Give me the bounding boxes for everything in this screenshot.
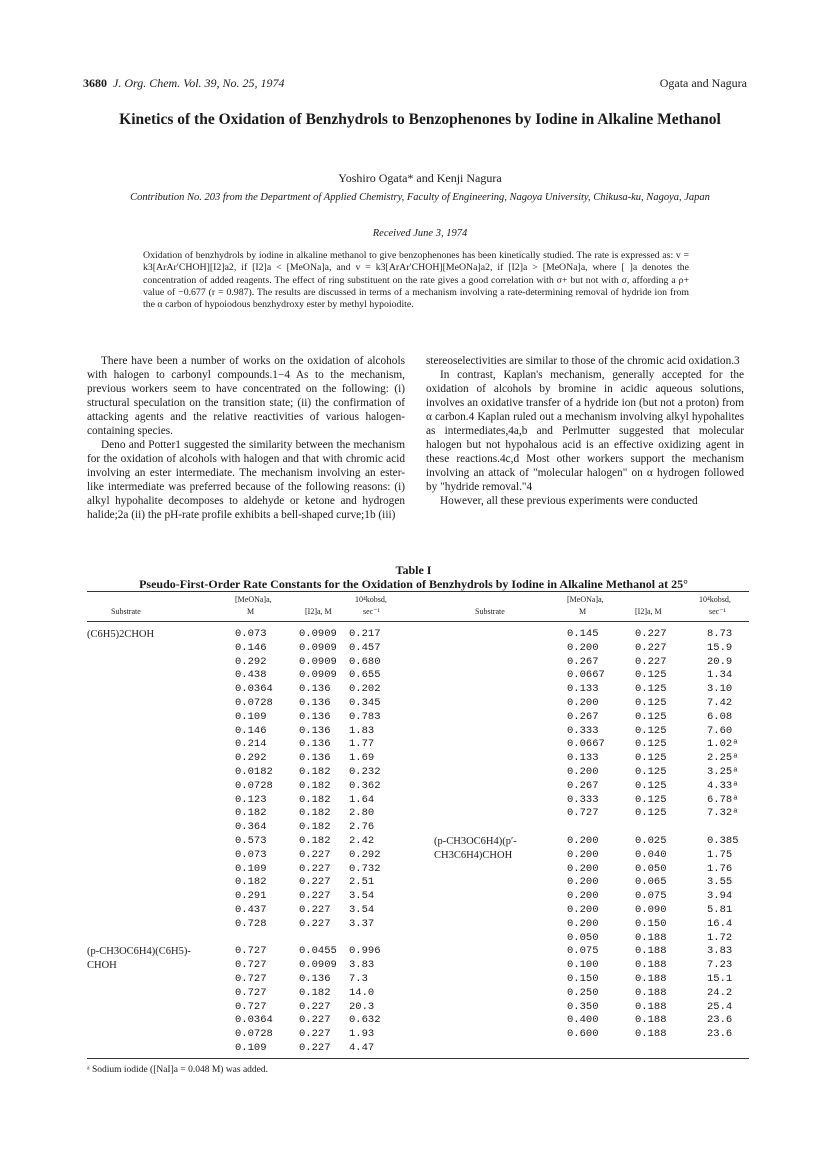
- table-cell: 0.0455: [299, 945, 337, 958]
- affiliation: Contribution No. 203 from the Department of Applied Chemistry, Faculty of Engineering, Nagoya University, Chikusa-ku, Nagoya, Japan: [130, 192, 710, 203]
- table-cell: 1.02ᵃ: [707, 738, 739, 751]
- table-cell: 1.72: [707, 931, 733, 944]
- table-cell: 0.727: [235, 959, 267, 972]
- table-cell: 0.0667: [567, 738, 605, 751]
- table-cell: 0.200: [567, 876, 599, 889]
- table-cell: 0.075: [635, 890, 667, 903]
- table-cell-substrate: (C6H5)2CHOH: [87, 629, 155, 640]
- table-cell: 0.292: [235, 655, 267, 668]
- table-row: [87, 1014, 749, 1028]
- table-cell: 20.3: [349, 1000, 375, 1013]
- table-cell: 0.0667: [567, 669, 605, 682]
- table-cell: 0.182: [299, 834, 331, 847]
- table-cell: 1.76: [707, 862, 733, 875]
- table-row: [87, 642, 749, 656]
- table-cell: 1.34: [707, 669, 733, 682]
- table-cell: 0.150: [567, 972, 599, 985]
- table-footnote: ᵃ Sodium iodide ([NaI]a = 0.048 M) was added.: [87, 1065, 269, 1075]
- header-left: [83, 76, 285, 91]
- table-label: Table I: [395, 563, 432, 577]
- table-cell-substrate: CHOH: [87, 960, 117, 972]
- table-cell: 0.182: [299, 779, 331, 792]
- table-cell: 0.0909: [299, 669, 337, 682]
- table-cell: 1.75: [707, 848, 733, 861]
- table-row: [87, 904, 749, 918]
- table-cell: 3.55: [707, 876, 733, 889]
- table-cell: 16.4: [707, 917, 733, 930]
- table-cell: 8.73: [707, 628, 733, 640]
- table-cell: 1.83: [349, 724, 375, 737]
- table-cell: 0.573: [235, 834, 267, 847]
- paper-title: Kinetics of the Oxidation of Benzhydrols to Benzophenones by Iodine in Alkaline Methanol: [119, 111, 721, 128]
- abstract-text: Oxidation of benzhydrols by iodine in alkaline methanol to give benzophenones has been kinetically studied. The rate is expressed as: v = k3[ArAr′CHOH][I2]a2, if [I2]a < [MeONa]a, and v = k3[ArAr′CHOH][MeONa]a2, if [I2]a > [MeONa]a, where [ ]a denotes the concentration of added reagents. The effect of ring substituent on the rate gives a good correlation with σ+ but not with σ, affording a ρ+ value of −0.677 (r = 0.987). The results are discussed in terms of a mechanism involving a rate-determining removal of hydride ion from the α carbon of hypoiodous benzhydroxy ester by methyl hypoiodite.: [143, 250, 689, 311]
- table-cell: 0.227: [299, 848, 331, 861]
- table-cell: 0.150: [635, 917, 667, 930]
- table-cell: 0.227: [299, 1028, 331, 1041]
- table-cell: 0.109: [235, 862, 267, 875]
- table-cell: 0.214: [235, 738, 267, 751]
- table-cell: 0.040: [635, 848, 667, 861]
- table-row: [87, 738, 749, 752]
- paragraph: stereoselectivities are similar to those of the chromic acid oxidation.3: [426, 355, 740, 367]
- table-cell: 0.267: [567, 710, 599, 723]
- table-cell: 0.146: [235, 641, 267, 654]
- table-cell: 6.78ᵃ: [707, 793, 739, 806]
- table-cell: 0.136: [299, 710, 331, 723]
- table-cell: 0.227: [299, 1041, 331, 1054]
- table-cell: 0.188: [635, 986, 667, 999]
- table-cell: 0.109: [235, 710, 267, 723]
- table-cell: 0.123: [235, 793, 267, 806]
- table-cell: 0.073: [235, 848, 267, 861]
- table-bottom-rule: [87, 1058, 749, 1059]
- table-cell: 0.188: [635, 1028, 667, 1041]
- table-row: [87, 683, 749, 697]
- table-cell: 2.51: [349, 876, 375, 889]
- table-cell: 0.182: [299, 807, 331, 820]
- table-cell: 0.0909: [299, 655, 337, 668]
- table-cell: 0.267: [567, 655, 599, 668]
- table-cell: 0.125: [635, 710, 667, 723]
- col-head-i2: [I2]a, M: [305, 607, 332, 616]
- table-cell: 0.0728: [235, 1028, 273, 1041]
- table-row: [87, 807, 749, 821]
- table-row: [87, 835, 749, 849]
- table-cell-substrate: (p-CH3OC6H4)(p′-: [434, 835, 517, 847]
- table-cell: 3.25ᵃ: [707, 765, 739, 778]
- table-row: [87, 849, 749, 863]
- table-cell: 1.64: [349, 793, 375, 806]
- table-cell: 0.125: [635, 696, 667, 709]
- running-header: [83, 76, 747, 92]
- table-cell: 3.83: [349, 959, 375, 972]
- table-cell: 0.050: [567, 931, 599, 944]
- table-cell: 3.54: [349, 890, 375, 903]
- table-cell: 0.632: [349, 1014, 381, 1027]
- table-cell: 2.42: [349, 834, 375, 847]
- table-cell: 0.0182: [235, 765, 273, 778]
- table-cell: 0.0909: [299, 959, 337, 972]
- table-row: [87, 725, 749, 739]
- table-cell: 0.727: [235, 986, 267, 999]
- table-cell: 0.227: [299, 1014, 331, 1027]
- table-cell: 3.37: [349, 917, 375, 930]
- table-top-rule: [87, 591, 749, 592]
- table-cell: 0.227: [299, 876, 331, 889]
- table-cell: 7.60: [707, 724, 733, 737]
- table-cell: 0.145: [567, 628, 599, 640]
- table-cell: 0.136: [299, 738, 331, 751]
- table-cell: 0.727: [235, 972, 267, 985]
- table-cell: 0.0909: [299, 628, 337, 640]
- col-head-k: 10⁴kobsd,: [355, 595, 387, 604]
- table-row: [87, 890, 749, 904]
- table-cell: 0.438: [235, 669, 267, 682]
- table-cell: 0.267: [567, 779, 599, 792]
- table-cell: 0.073: [235, 628, 267, 640]
- table-cell: 0.188: [635, 945, 667, 958]
- table-cell: 0.125: [635, 669, 667, 682]
- table-cell: 0.100: [567, 959, 599, 972]
- table-cell: 0.136: [299, 696, 331, 709]
- table-cell: 0.200: [567, 641, 599, 654]
- table-cell: 0.188: [635, 972, 667, 985]
- table-cell: 25.4: [707, 1000, 733, 1013]
- table-cell: 0.227: [635, 628, 667, 640]
- table-row: [87, 766, 749, 780]
- paragraph: There have been a number of works on the oxidation of alcohols with halogen to carbonyl compounds.1−4 As to the mechanism, previous workers seem to have concentrated on the following: (i) structural speculation on the transition state; (ii) the confirmation of attacking agents and the relative reactivities of various halogen-containing species.: [87, 355, 405, 437]
- table-cell: 0.200: [567, 765, 599, 778]
- table-row: [87, 876, 749, 890]
- table-cell: 0.227: [299, 890, 331, 903]
- table-header-rule: [87, 621, 749, 622]
- table-cell: 0.125: [635, 683, 667, 696]
- table-row: [87, 863, 749, 877]
- table-cell: 0.400: [567, 1014, 599, 1027]
- table-cell: 0.0728: [235, 779, 273, 792]
- table-cell: 0.125: [635, 752, 667, 765]
- table-cell: 0.217: [349, 628, 381, 640]
- table-cell: 0.125: [635, 807, 667, 820]
- table-title: Pseudo-First-Order Rate Constants for the Oxidation of Benzhydrols by Iodine in Alkaline Methanol at 25°: [139, 577, 688, 591]
- table-cell: 1.69: [349, 752, 375, 765]
- table-cell: 0.227: [635, 641, 667, 654]
- table-cell: 0.385: [707, 834, 739, 847]
- table-row: [87, 669, 749, 683]
- table-cell: 7.42: [707, 696, 733, 709]
- table-cell: 0.136: [299, 752, 331, 765]
- table-cell: 0.655: [349, 669, 381, 682]
- table-cell: 23.6: [707, 1028, 733, 1041]
- table-cell: 0.200: [567, 862, 599, 875]
- table-cell: 0.200: [567, 917, 599, 930]
- table-row: [87, 656, 749, 670]
- col-head-substrate: Substrate: [475, 607, 505, 616]
- table-cell: 0.200: [567, 903, 599, 916]
- table-cell: 15.1: [707, 972, 733, 985]
- table-cell: 0.0364: [235, 1014, 273, 1027]
- table-cell: 0.182: [299, 986, 331, 999]
- table-cell: 4.47: [349, 1041, 375, 1054]
- table-row: [87, 918, 749, 932]
- table-row: [87, 821, 749, 835]
- table-cell: 0.457: [349, 641, 381, 654]
- table-cell: 2.76: [349, 821, 375, 834]
- table-cell: 15.9: [707, 641, 733, 654]
- running-authors: Ogata and Nagura: [659, 76, 747, 90]
- table-row: [87, 987, 749, 1001]
- table-caption: [60, 563, 767, 591]
- table-row: [87, 752, 749, 766]
- table-cell: 0.364: [235, 821, 267, 834]
- table-cell: 1.77: [349, 738, 375, 751]
- table-cell: 0.362: [349, 779, 381, 792]
- table-cell: 0.680: [349, 655, 381, 668]
- table-row: [87, 959, 749, 973]
- table-cell: 0.291: [235, 890, 267, 903]
- table-cell: 0.0728: [235, 696, 273, 709]
- table-cell: 4.33ᵃ: [707, 779, 739, 792]
- table-cell: 0.727: [567, 807, 599, 820]
- page-number: 3680: [83, 76, 107, 90]
- table-cell: 0.350: [567, 1000, 599, 1013]
- table-cell: 0.732: [349, 862, 381, 875]
- table-cell: 3.94: [707, 890, 733, 903]
- table-cell: 0.133: [567, 752, 599, 765]
- table-cell: 0.727: [235, 945, 267, 958]
- table-cell: 0.125: [635, 793, 667, 806]
- table-cell: 0.125: [635, 738, 667, 751]
- table-cell: 7.32ᵃ: [707, 807, 739, 820]
- table-cell: 0.292: [349, 848, 381, 861]
- table-cell: 0.728: [235, 917, 267, 930]
- col-head-i2: [I2]a, M: [635, 607, 662, 616]
- col-head-meona-unit: M: [579, 607, 587, 616]
- table-cell: 0.136: [299, 724, 331, 737]
- table-cell: 0.136: [299, 683, 331, 696]
- col-head-meona: [MeONa]a,: [567, 595, 604, 604]
- table-cell: 0.783: [349, 710, 381, 723]
- table-cell: 0.146: [235, 724, 267, 737]
- table-row: [87, 932, 749, 946]
- table-cell: 1.93: [349, 1028, 375, 1041]
- table-cell: 6.08: [707, 710, 733, 723]
- table-cell: 0.200: [567, 834, 599, 847]
- table-cell-substrate: CH3C6H4)CHOH: [434, 849, 513, 861]
- table-cell: 14.0: [349, 986, 375, 999]
- table-cell: 0.227: [635, 655, 667, 668]
- table-row: [87, 628, 749, 642]
- table-cell: 24.2: [707, 986, 733, 999]
- table-cell: 0.188: [635, 931, 667, 944]
- table-cell: 0.727: [235, 1000, 267, 1013]
- table-cell: 0.227: [299, 1000, 331, 1013]
- table-cell: 7.3: [349, 972, 368, 985]
- table-cell: 0.025: [635, 834, 667, 847]
- table-cell: 0.182: [235, 876, 267, 889]
- table-cell: 0.200: [567, 890, 599, 903]
- col-head-substrate: Substrate: [111, 607, 141, 616]
- table-row: [87, 945, 749, 959]
- table-cell: 7.23: [707, 959, 733, 972]
- table-cell: 0.182: [299, 793, 331, 806]
- table-cell: 0.050: [635, 862, 667, 875]
- table-row: [87, 697, 749, 711]
- table-cell: 0.996: [349, 945, 381, 958]
- table-cell: 0.136: [299, 972, 331, 985]
- table-row: [87, 711, 749, 725]
- table-cell: 5.81: [707, 903, 733, 916]
- col-head-meona-unit: M: [247, 607, 255, 616]
- table-cell: 3.54: [349, 903, 375, 916]
- received-date: Received June 3, 1974: [372, 228, 468, 239]
- table-cell: 0.182: [299, 765, 331, 778]
- table-cell: 0.125: [635, 779, 667, 792]
- table-cell: 0.227: [299, 862, 331, 875]
- table-cell: 0.333: [567, 793, 599, 806]
- table-cell: 0.109: [235, 1041, 267, 1054]
- table-cell: 23.6: [707, 1014, 733, 1027]
- table-cell: 0.0909: [299, 641, 337, 654]
- table-cell: 0.227: [299, 903, 331, 916]
- table-cell: 0.232: [349, 765, 381, 778]
- table-cell: 2.80: [349, 807, 375, 820]
- table-cell: 20.9: [707, 655, 733, 668]
- table-cell-substrate: (p-CH3OC6H4)(C6H5)-: [87, 946, 191, 958]
- table-cell: 0.075: [567, 945, 599, 958]
- table-cell: 0.125: [635, 724, 667, 737]
- table-row: [87, 973, 749, 987]
- table-row: [87, 1001, 749, 1015]
- table-cell: 0.0364: [235, 683, 273, 696]
- abstract: [143, 250, 689, 311]
- table-cell: 0.188: [635, 1000, 667, 1013]
- paper-authors: Yoshiro Ogata* and Kenji Nagura: [338, 171, 502, 185]
- table-row: [87, 794, 749, 808]
- table-cell: 0.200: [567, 696, 599, 709]
- table-cell: 3.83: [707, 945, 733, 958]
- table-cell: 0.200: [567, 848, 599, 861]
- table-cell: 0.333: [567, 724, 599, 737]
- table-row: [87, 1042, 749, 1056]
- table-body: [87, 628, 749, 1056]
- table-cell: 0.250: [567, 986, 599, 999]
- table-cell: 0.188: [635, 959, 667, 972]
- paragraph: In contrast, Kaplan's mechanism, generally accepted for the oxidation of alcohols by bromine in acidic aqueous solutions, involves an oxidative transfer of a hydride ion (but not a proton) from α carbon.4 Kaplan ruled out a mechanism involving alkyl hypohalites as intermediates,4a,b and Perlmutter suggested that molecular halogen but not hypohalous acid is an effective oxidizing agent in these reactions.4c,d Most other workers support the mechanism involving an attack of "molecular halogen" on α hydrogen followed by "hydride removal."4: [426, 369, 744, 493]
- table-cell: 0.182: [299, 821, 331, 834]
- table-cell: 0.600: [567, 1028, 599, 1041]
- table-cell: 0.065: [635, 876, 667, 889]
- table-header: [87, 593, 749, 619]
- body-column-right: [426, 354, 744, 508]
- paragraph: However, all these previous experiments were conducted: [440, 495, 698, 507]
- table-cell: 0.182: [235, 807, 267, 820]
- table-cell: 0.437: [235, 903, 267, 916]
- table-row: [87, 780, 749, 794]
- table-cell: 0.202: [349, 683, 381, 696]
- col-head-meona: [MeONa]a,: [235, 595, 272, 604]
- paragraph: Deno and Potter1 suggested the similarity between the mechanism for the oxidation of alcohols with halogen and that with chromic acid involving an ester intermediate. The mechanism involving an ester-like intermediate was preferred because of the following reasons: (i) alkyl hypohalite decomposes to aldehyde or ketone and hydrogen halide;2a (ii) the pH-rate profile exhibits a bell-shaped curve;1b (iii): [87, 439, 405, 521]
- body-column-left: [87, 354, 405, 522]
- table-cell: 2.25ᵃ: [707, 752, 739, 765]
- col-head-k-unit: sec⁻¹: [709, 607, 726, 616]
- table-cell: 0.292: [235, 752, 267, 765]
- table-cell: 0.090: [635, 903, 667, 916]
- table-cell: 0.227: [299, 917, 331, 930]
- col-head-k-unit: sec⁻¹: [363, 607, 380, 616]
- table-cell: 0.345: [349, 696, 381, 709]
- table-cell: 0.133: [567, 683, 599, 696]
- table-cell: 3.10: [707, 683, 733, 696]
- table-row: [87, 1028, 749, 1042]
- table-cell: 0.188: [635, 1014, 667, 1027]
- col-head-k: 10⁴kobsd,: [699, 595, 731, 604]
- journal-citation: J. Org. Chem. Vol. 39, No. 25, 1974: [113, 76, 285, 90]
- table-cell: 0.125: [635, 765, 667, 778]
